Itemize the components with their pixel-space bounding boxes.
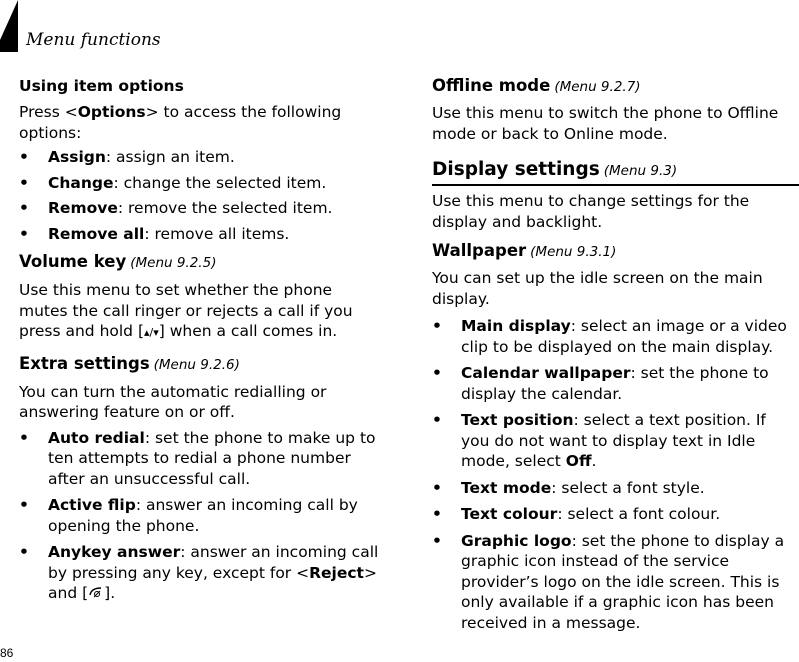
extra-settings-body: You can turn the automatic redialling or answering feature on or off.: [19, 382, 327, 421]
wallpaper-body: You can set up the idle screen on the main display.: [432, 269, 763, 308]
list-item: • Graphic logo: set the phone to display a graphic icon instead of the service provider’s logo on the idle screen. This is only available if a graphic icon has been received in a message.: [432, 531, 785, 632]
list-item: • Main display: select an image or a video clip to be displayed on the main display.: [432, 317, 787, 356]
list-item: • Remove all: remove all items.: [19, 224, 290, 243]
heading-display-settings: Display settings (Menu 9.3): [432, 159, 678, 180]
header-accent-bar: [0, 0, 18, 52]
list-item: • Text position: select a text position. If you do not want to display text in Idle mode, select Off.: [432, 411, 766, 470]
volume-key-body: Use this menu to set whether the phone mutes the call ringer or rejects a call if you press and hold [▴/▾] when a call comes in.: [19, 281, 353, 340]
list-item: • Text colour: select a font colour.: [432, 505, 721, 523]
offline-mode-body: Use this menu to switch the phone to Offline mode or back to Online mode.: [432, 104, 779, 143]
page-number: 86: [0, 646, 14, 660]
right-column: [432, 74, 799, 633]
heading-offline-mode: Offline mode (Menu 9.2.7): [432, 76, 641, 95]
heading-using-item-options: Using item options: [19, 77, 184, 95]
list-item: • Anykey answer: answer an incoming call by pressing any key, except for <Reject> and [ ].: [19, 542, 385, 606]
wallpaper-list: [432, 316, 799, 633]
list-item: • Auto redial: set the phone to make up to ten attempts to redial a phone number after an unsuccessful call.: [19, 428, 376, 488]
list-item: • Calendar wallpaper: set the phone to display the calendar.: [432, 364, 769, 403]
item-options-list: [19, 147, 385, 244]
heading-wallpaper: Wallpaper (Menu 9.3.1): [432, 241, 617, 260]
volume-key-icon: ▴/▾: [144, 326, 159, 339]
list-item: • Remove: remove the selected item.: [19, 199, 333, 217]
section-divider: [432, 184, 799, 186]
end-call-key-icon: [88, 584, 104, 606]
display-settings-body: Use this menu to change settings for the display and backlight.: [432, 192, 750, 231]
heading-volume-key: Volume key (Menu 9.2.5): [19, 252, 217, 271]
heading-extra-settings: Extra settings (Menu 9.2.6): [19, 353, 240, 373]
list-item: • Assign: assign an item.: [19, 148, 235, 166]
left-column: [19, 74, 385, 606]
running-head: Menu functions: [26, 30, 161, 50]
list-item: • Active flip: answer an incoming call by opening the phone.: [19, 496, 358, 535]
list-item: • Text mode: select a font style.: [432, 478, 705, 497]
extra-settings-list: [19, 428, 385, 606]
list-item: • Change: change the selected item.: [19, 173, 327, 192]
using-item-options-intro: Press <Options> to access the following options:: [19, 103, 342, 142]
